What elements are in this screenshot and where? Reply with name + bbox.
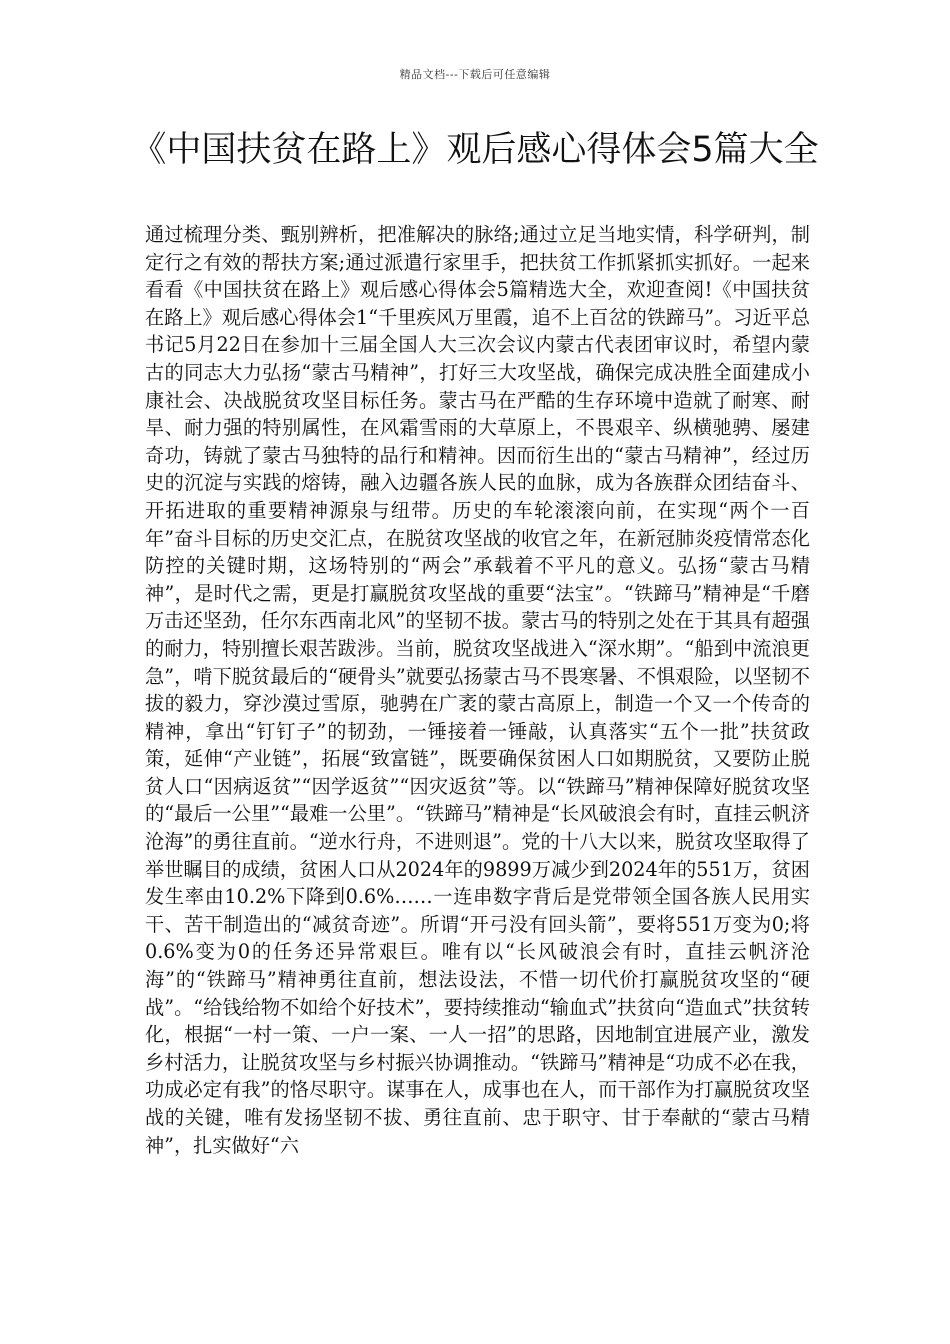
header-note: 精品文档---下载后可任意编辑 (399, 68, 551, 81)
document-title: 《中国扶贫在路上》观后感心得体会5篇大全 (131, 130, 819, 170)
document-body: 通过梳理分类、甄别辨析，把准解决的脉络;通过立足当地实情，科学研判，制定行之有效的帮扶方案;通过派遣行家里手，把扶贫工作抓紧抓实抓好。一起来看看《中国扶贫在路上》观后感心得体会5篇精选大全，欢迎查阅!《中国扶贫在路上》观后感心得体会1“千里疾风万里霞，追不上百岔的铁蹄马”。习近平总书记5月22日在参加十三届全国人大三次会议内蒙古代表团审议时，希望内蒙古的同志大力弘扬“蒙古马精神”，打好三大攻坚战，确保完成决胜全面建成小康社会、决战脱贫攻坚目标任务。蒙古马在严酷的生存环境中造就了耐寒、耐旱、耐力强的特别属性，在风霜雪雨的大草原上，不畏艰辛、纵横驰骋、屡建奇功，铸就了蒙古马独特的品行和精神。因而衍生出的“蒙古马精神”，经过历史的沉淀与实践的熔铸，融入边疆各族人民的血脉，成为各族群众团结奋斗、开拓进取的重要精神源泉与纽带。历史的车轮滚滚向前，在实现“两个一百年”奋斗目标的历史交汇点，在脱贫攻坚战的收官之年，在新冠肺炎疫情常态化防控的关键时期，这场特别的“两会”承载着不平凡的意义。弘扬“蒙古马精神”，是时代之需，更是打赢脱贫攻坚战的重要“法宝”。“铁蹄马”精神是“千磨万击还坚劲，任尔东西南北风”的坚韧不拔。蒙古马的特别之处在于其具有超强的耐力，特别擅长艰苦跋涉。当前，脱贫攻坚战进入“深水期”。“船到中流浪更急”，啃下脱贫最后的“硬骨头”就要弘扬蒙古马不畏寒暑、不惧艰险，以坚韧不拔的毅力，穿沙漠过雪原，驰骋在广袤的蒙古高原上，制造一个又一个传奇的精神，拿出“钉钉子”的韧劲，一锤接着一锤敲，认真落实“五个一批”扶贫政策，延伸“产业链”，拓展“致富链”，既要确保贫困人口如期脱贫，又要防止脱贫人口“因病返贫”“因学返贫”“因灾返贫”等。以“铁蹄马”精神保障好脱贫攻坚的“最后一公里”“最难一公里”。“铁蹄马”精神是“长风破浪会有时，直挂云帆济沧海”的勇往直前。“逆水行舟，不进则退”。党的十八大以来，脱贫攻坚取得了举世瞩目的成绩，贫困人口从2024年的9899万减少到2024年的551万，贫困发生率由10.2%下降到0.6%……一连串数字背后是党带领全国各族人民用实干、苦干制造出的“减贫奇迹”。所谓“开弓没有回头箭”，要将551万变为0;将0.6%变为0的任务还异常艰巨。唯有以“长风破浪会有时，直挂云帆济沧海”的“铁蹄马”精神勇往直前，想法设法，不惜一切代价打赢脱贫攻坚的“硬战”。“给钱给物不如给个好技术”，要持续推动“输血式”扶贫向“造血式”扶贫转化，根据“一村一策、一户一案、一人一招”的思路，因地制宜进展产业，激发乡村活力，让脱贫攻坚与乡村振兴协调推动。“铁蹄马”精神是“功成不必在我，功成必定有我”的恪尽职守。谋事在人，成事也在人，而干部作为打赢脱贫攻坚战的关键，唯有发扬坚韧不拔、勇往直前、忠于职守、甘于奉献的“蒙古马精神”，扎实做好“六 (145, 223, 811, 1157)
